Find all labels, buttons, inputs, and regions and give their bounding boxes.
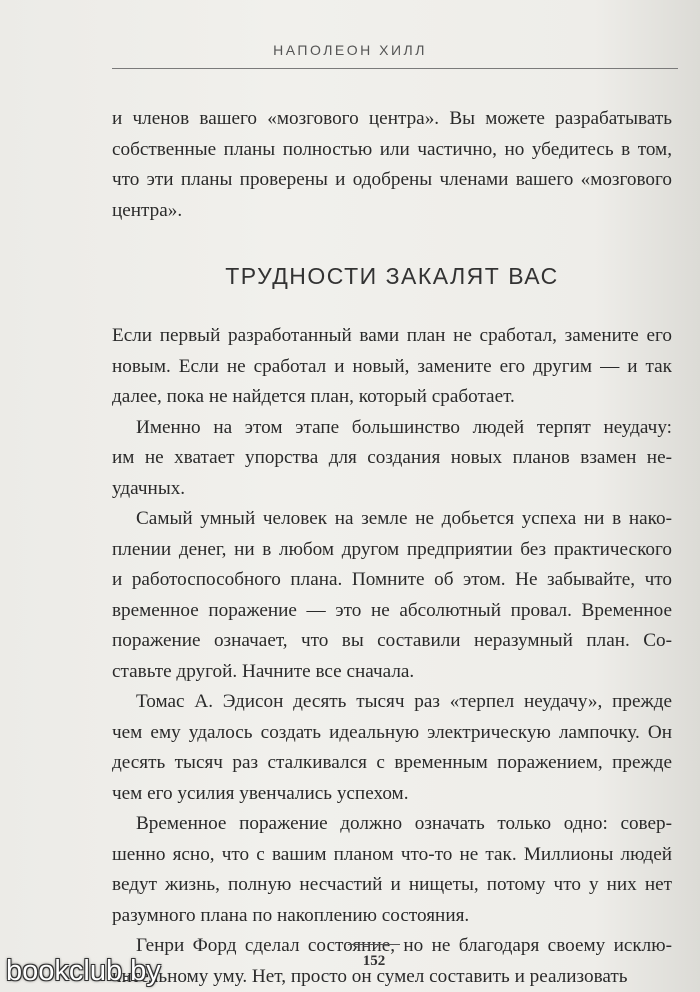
text-line: Именно на этом этапе большинство людей терпят неудачу: [136,416,672,438]
text-line: ставьте другой. Начните все сначала. [112,660,415,682]
text-line: чем его усилия увенчались успехом. [112,782,409,804]
text-line: Самый умный человек на земле не добьется успеха ни в нако- [136,508,672,529]
text-line: центра». [112,199,183,221]
text-line: Если первый разработанный вами план не сработал, замените его [112,325,672,346]
text-line: собственные планы полностью или частично, но убедитесь в том, [112,138,672,160]
text-line: чительному уму. Нет, просто он сумел составить и реализовать [112,965,628,987]
text-line: плении денег, ни в любом другом предприятии без практического [112,538,672,560]
text-line: далее, пока не найдется план, который сработает. [112,386,515,407]
text-line: разумного плана по накоплению состояния. [112,904,470,926]
watermark: bookclub.by [6,955,161,987]
text-line: им не хватает упорства для создания новых планов взамен не- [112,447,672,468]
paragraph [112,413,672,505]
text-line: и работоспособного плана. Помните об этом. Не забывайте, что [112,569,672,590]
text-line: временное поражение — это не абсолютный провал. Временное [112,599,672,621]
header-rule [112,68,678,69]
text-block-body [112,321,672,992]
text-line: что эти планы проверены и одобрены членами вашего «мозгового [112,169,672,190]
text-line: Томас А. Эдисон десять тысяч раз «терпел неудачу», прежде [136,691,672,712]
text-block-top [112,104,672,226]
text-line: чем ему удалось создать идеальную электрическую лампочку. Он [112,721,672,743]
paragraph [112,104,672,226]
text-line: удачных. [112,477,186,499]
paragraph [112,321,672,413]
text-line: поражение означает, что вы составили неразумный план. Со- [112,630,672,651]
text-line: шенно ясно, что с вашим планом что-то не так. Миллионы людей [112,843,672,865]
paragraph [112,687,672,809]
text-line: и членов вашего «мозгового центра». Вы можете разрабатывать [112,108,672,129]
section-heading: ТРУДНОСТИ ЗАКАЛЯТ ВАС [225,263,559,289]
page-number-rule [348,944,400,945]
text-line: Временное поражение должно означать только одно: совер- [136,813,672,834]
page-number: 152 [362,953,386,969]
paragraph [112,504,672,687]
text-line: Генри Форд сделал состояние, но не благодаря своему исклю- [136,935,672,956]
text-line: новым. Если не сработал и новый, замените его другим — и так [112,355,672,377]
running-head: НАПОЛЕОН ХИЛЛ [273,42,427,58]
text-line: ведут жизнь, полную несчастий и нищеты, потому что у них нет [112,874,672,895]
paragraph [112,809,672,931]
text-line: десять тысяч раз сталкивался с временным поражением, прежде [112,752,672,773]
